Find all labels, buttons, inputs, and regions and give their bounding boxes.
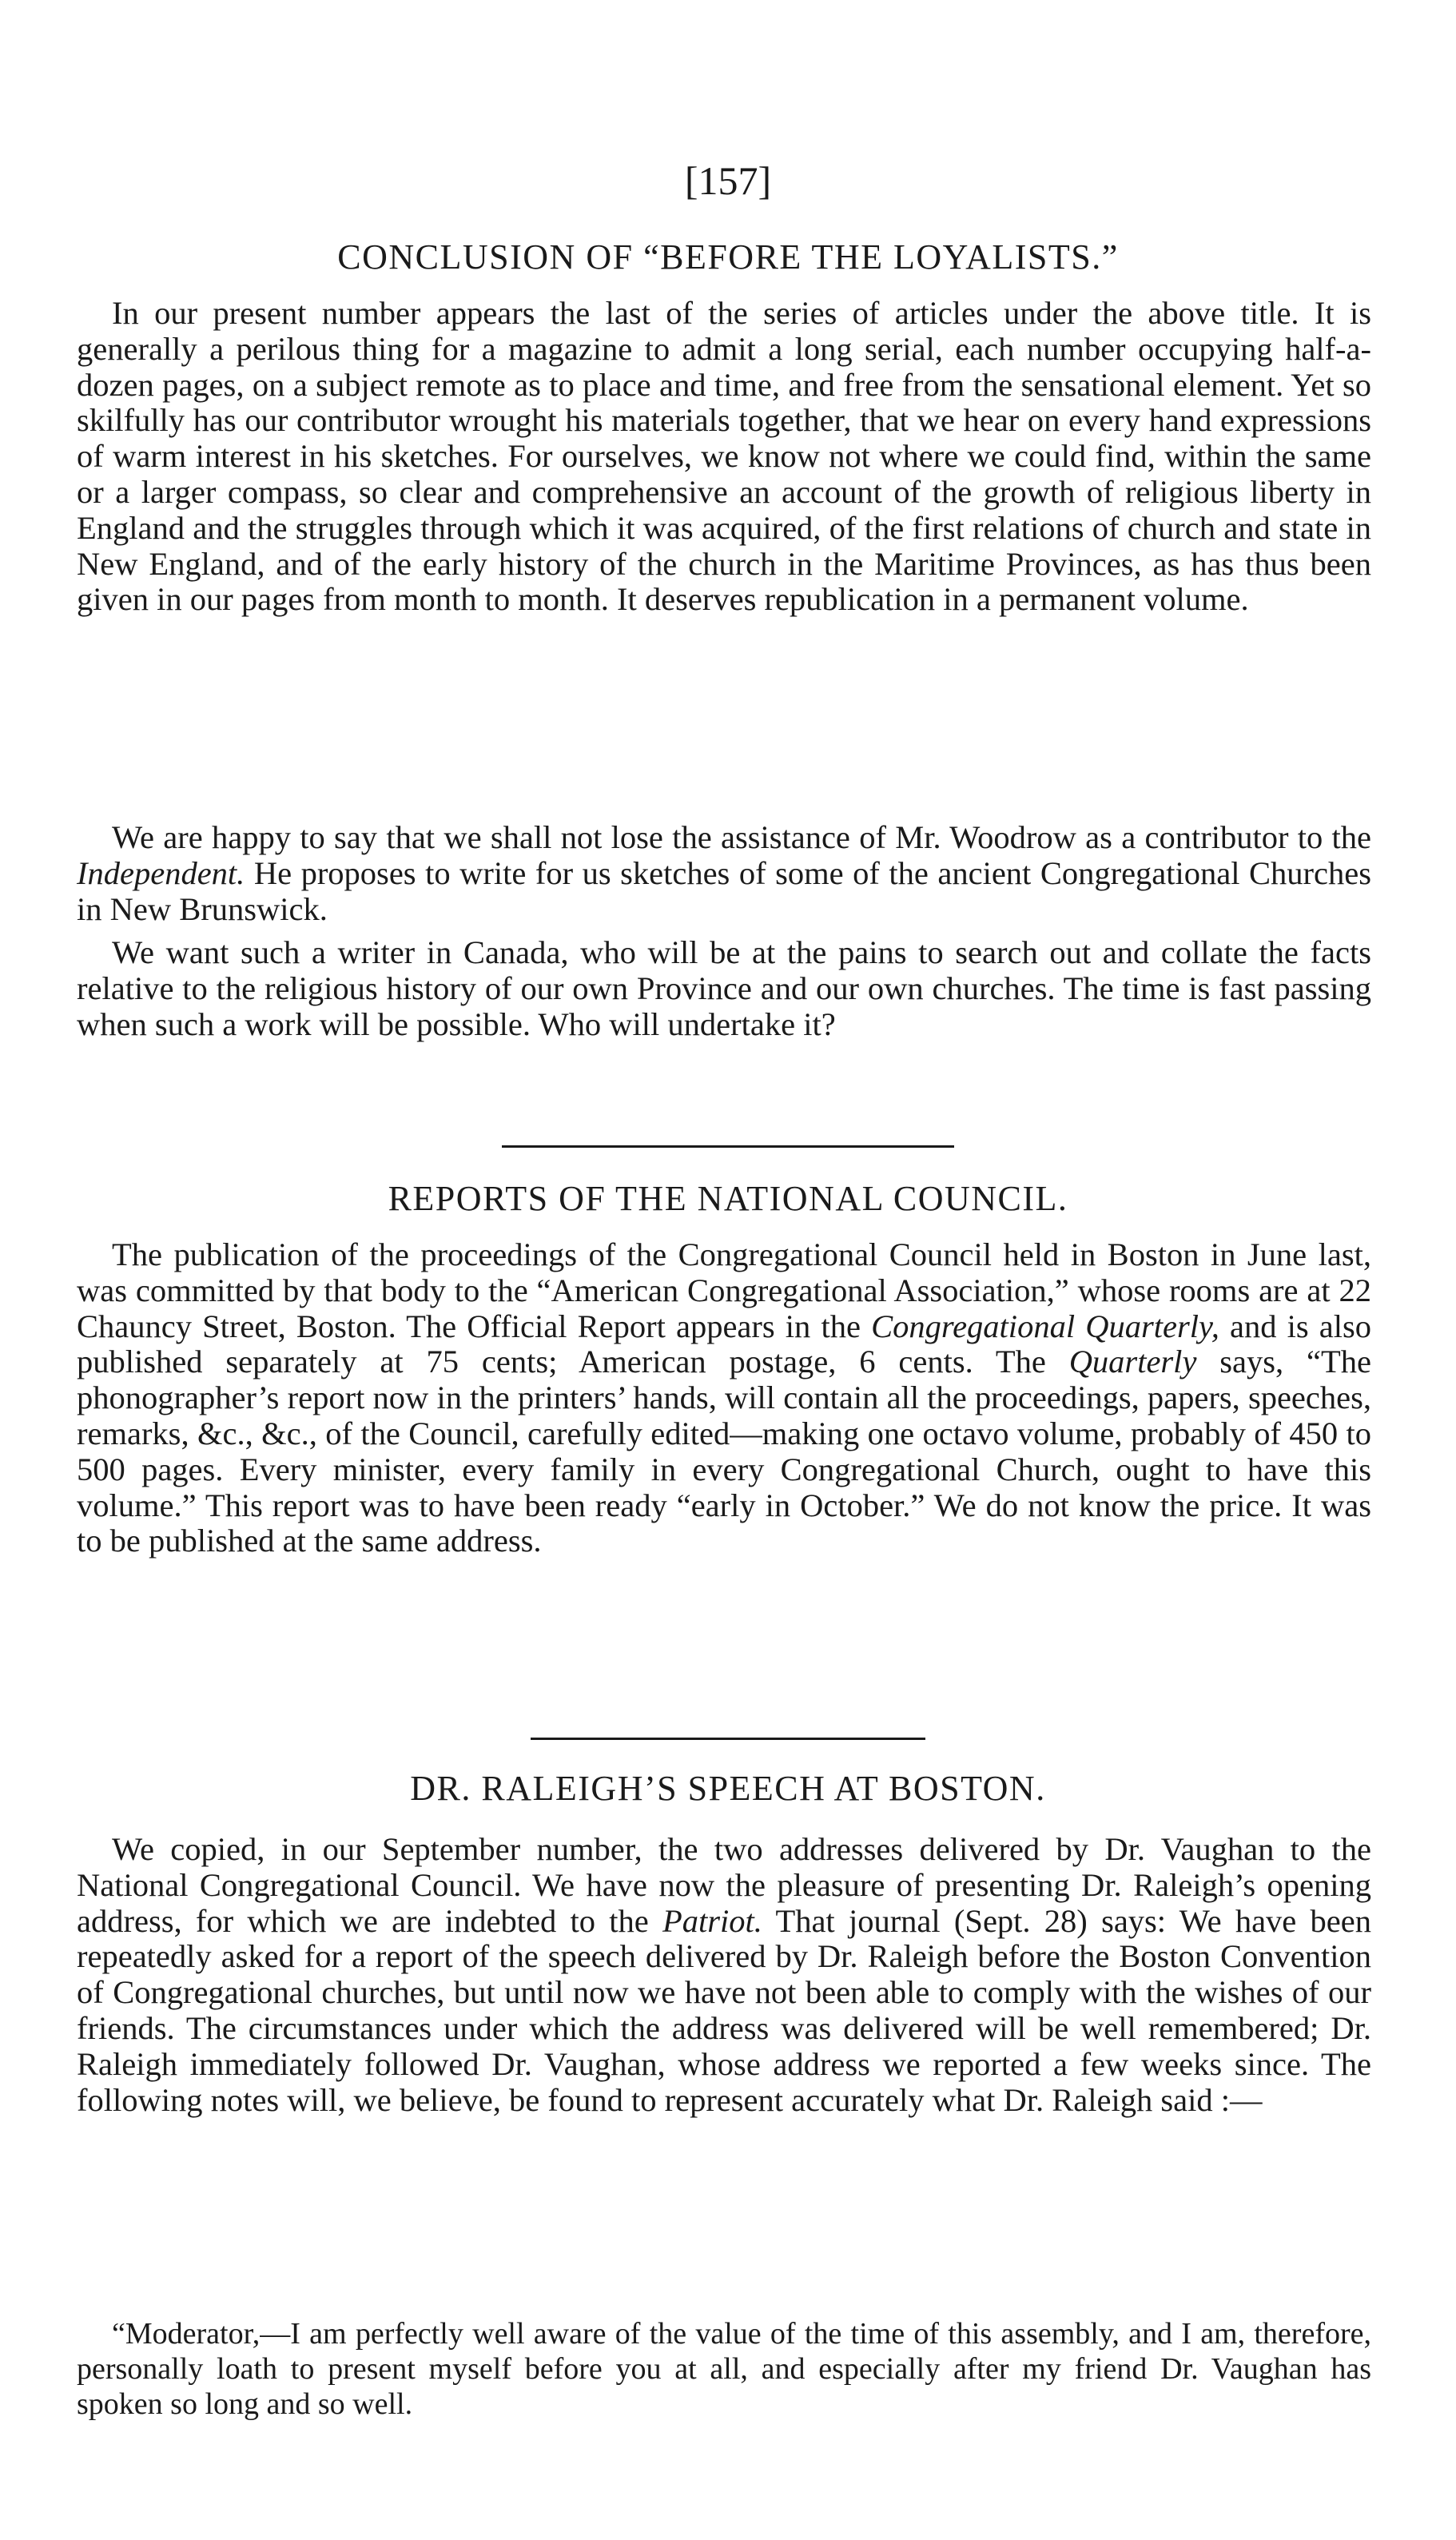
section-heading-reports: REPORTS OF THE NATIONAL COUNCIL. [388, 1179, 1068, 1218]
quotation-paragraph: “Moderator,—I am perfectly well aware of the value of the time of this assembly, and I am, therefore, personally loath to present myself before you at all, and especially after my friend Dr. Vaughan has spoken so long and so well. [77, 2317, 1371, 2421]
paragraph-loyalists-3: We want such a writer in Canada, who will be at the pains to search out and collate the facts relative to the religious history of our own Province and our own churches. The time is fast passing when such a work will be possible. Who will undertake it? [77, 934, 1371, 1042]
paragraph-text: That journal (Sept. 28) says: We have been repeatedly asked for a report of the speech delivered by Dr. Raleigh before the Boston Convention of Congregational churches, but until now we have not been able to comply with the wishes of our friends. The circumstances under which the address was delivered will be well remembered; Dr. Raleigh immediately followed Dr. Vaughan, whose address we reported a few weeks since. The following notes will, we believe, be found to represent accurately what Dr. Raleigh said :— [77, 1902, 1371, 2118]
paragraph-raleigh-1 [77, 1832, 1371, 2311]
italic-title-patriot: Patriot. [662, 1902, 762, 1939]
section-divider [531, 1738, 925, 1740]
section-heading-loyalists: CONCLUSION OF “BEFORE THE LOYALISTS.” [337, 237, 1119, 277]
paragraph-text: We are happy to say that we shall not lose the assistance of Mr. Woodrow as a contributor to the [112, 819, 1371, 855]
paragraph-text: He proposes to write for us sketches of some of the ancient Congregational Churches in New Brunswick. [77, 854, 1371, 927]
paragraph-reports-1 [77, 1237, 1371, 1717]
italic-title-independent: Independent. [77, 854, 245, 891]
paragraph-text: We copied, in our September number, the two addresses delivered by Dr. Vaughan to the National Congregational Council. We have now the pleasure of presenting Dr. Raleigh’s opening address, for which we are indebted to the [77, 1831, 1371, 1939]
paragraph-loyalists-1: In our present number appears the last of the series of articles under the above title. It is generally a perilous thing for a magazine to admit a long serial, each number occupying half-a-dozen pages, on a subject remote as to place and time, and free from the sensational element. Yet so skilfully has our contributor wrought his materials together, that we hear on every hand expressions of warm interest in his sketches. For ourselves, we know not where we could find, within the same or a larger compass, so clear and comprehensive an account of the growth of religious liberty in England and the struggles through which it was acquired, of the first relations of church and state in New England, and of the early history of the church in the Maritime Provinces, as has thus been given in our pages from month to month. It deserves republication in a permanent volume. [77, 295, 1371, 618]
paragraph-text: says, “The phonographer’s report now in the printers’ hands, will contain all the proceedings, papers, speeches, remarks, &c., &c., of the Council, carefully edited—making one octavo volume, probably of 450 to 500 pages. Every minister, every family in every Congregational Church, ought to have this volume.” This report was to have been ready “early in October.” We do not know the price. It was to be published at the same address. [77, 1344, 1371, 1559]
paragraph-text: The publication of the proceedings of the Congregational Council held in Boston in June last, was committed by that body to the “American Congregational Association,” whose rooms are at 22 Chauncy Street, Boston. The Official Report appears in the [77, 1236, 1371, 1344]
section-heading-raleigh: DR. RALEIGH’S SPEECH AT BOSTON. [410, 1769, 1046, 1808]
section-divider [502, 1145, 954, 1148]
italic-title-quarterly: Congregational Quarterly, [871, 1308, 1219, 1344]
italic-title-quarterly-short: Quarterly [1068, 1344, 1197, 1380]
paragraph-text: and is also published separately at 75 cents; American postage, 6 cents. The [77, 1308, 1371, 1380]
paragraph-loyalists-2 [77, 820, 1371, 932]
page-number: [157] [684, 158, 772, 203]
